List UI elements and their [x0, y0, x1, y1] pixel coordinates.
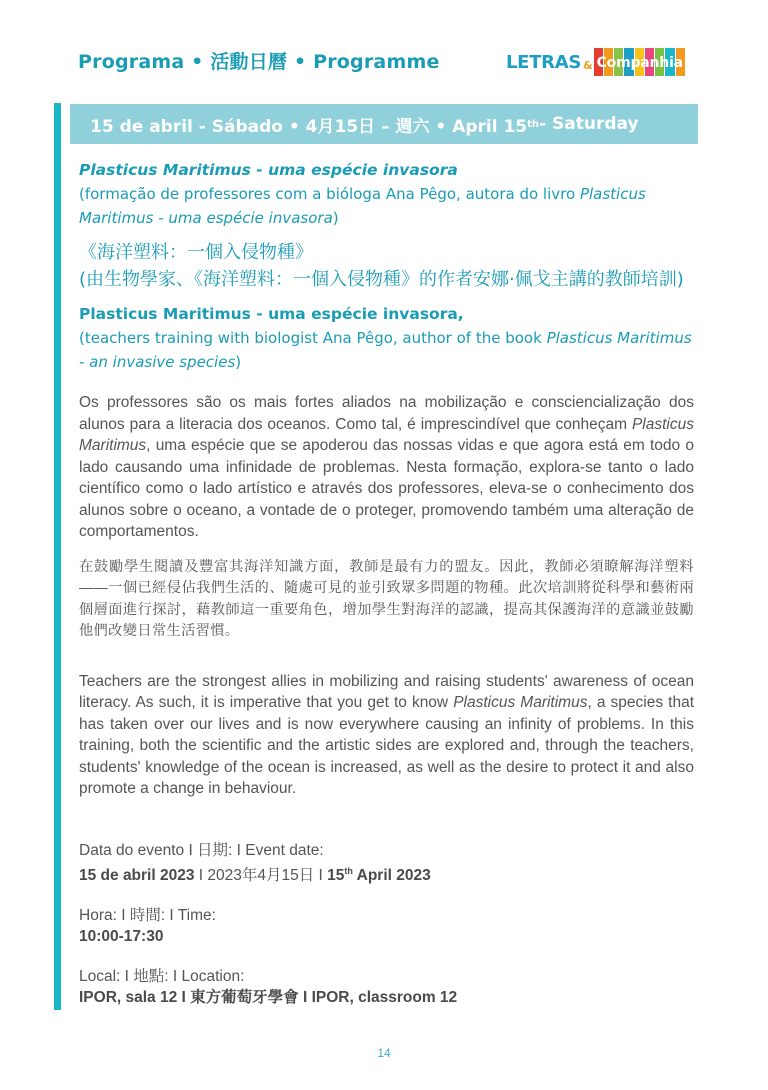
letras-companhia-logo	[506, 44, 686, 74]
en-description-italic: Plasticus Maritimus	[453, 694, 588, 711]
pt-subtitle-text: (formação de professores com a bióloga Ana Pêgo, autora do livro	[79, 185, 580, 203]
en-heading-block	[79, 302, 694, 374]
pt-title: Plasticus Maritimus - uma espécie invasora	[79, 161, 458, 179]
event-location-en: IPOR, classroom 12	[311, 989, 458, 1007]
page-number: 14	[377, 1046, 391, 1060]
en-description	[79, 671, 694, 800]
event-time-value	[79, 926, 694, 948]
pt-description-italic: Plasticus Maritimus	[79, 415, 694, 454]
event-date-value	[79, 861, 694, 887]
en-description-text-end: , a species that has taken over our lives and is now everywhere causing an infinity of problems. In this training, both the scientific and the artistic sides are explored and, through the teachers, students' knowledge of the ocean is increased, as well as the desire to protect it and also promote a change in behaviour.	[79, 694, 694, 797]
event-time-text: 10:00-17:30	[79, 928, 164, 946]
event-location-value	[79, 987, 694, 1009]
date-banner-sup: th	[527, 118, 540, 130]
event-date-zh: I 2023年4月15日 I	[194, 867, 328, 885]
en-subtitle	[79, 326, 694, 374]
pt-description	[79, 392, 694, 543]
en-subtitle-book: Plasticus Maritimus - an invasive species	[79, 329, 692, 371]
event-location-label: Local: I 地點: I Location:	[79, 967, 245, 985]
pt-heading-block	[79, 158, 694, 230]
zh-title: 《海洋塑料：一個入侵物種》	[79, 242, 313, 263]
event-location-zh: I 東方葡萄牙學會 I	[177, 989, 312, 1007]
en-subtitle-end: )	[235, 353, 242, 371]
en-description-text: Teachers are the strongest allies in mobilizing and raising students' awareness of ocean literacy. As such, it is imperative that you get to know	[79, 672, 694, 711]
pt-subtitle	[79, 182, 694, 230]
event-date-en-sup: th	[344, 866, 353, 876]
zh-description: 在鼓勵學生閱讀及豐富其海洋知識方面，教師是最有力的盟友。因此，教師必須瞭解海洋塑料——一個已經侵佔我們生活的、隨處可見的並引致眾多問題的物種。此次培訓將從科學和藝術兩個層面進行探討，藉教師這一重要角色，增加學生對海洋的認識，提高其保護海洋的意識並鼓勵他們改變日常生活習慣。	[79, 558, 694, 639]
date-banner-text-end: - Saturday	[539, 114, 639, 134]
event-date-en-day: 15	[327, 867, 345, 885]
date-banner-text: 15 de abril - Sábado • 4月15日 – 週六 • April 15	[90, 116, 528, 137]
logo-letras: LETRAS	[506, 52, 581, 73]
date-banner	[70, 104, 698, 144]
event-time-label: Hora: I 時間: I Time:	[79, 906, 216, 924]
logo-companhia-text: Companhia	[596, 55, 683, 71]
event-date-block	[79, 840, 694, 887]
zh-heading-block	[79, 239, 694, 293]
event-date-en	[327, 867, 431, 884]
event-time-block	[79, 905, 694, 948]
event-date-pt: 15 de abril 2023	[79, 867, 195, 885]
event-date-label: Data do evento I 日期: I Event date:	[79, 841, 324, 859]
en-subtitle-text: (teachers training with biologist Ana Pêgo, author of the book	[79, 329, 547, 347]
event-content	[79, 158, 694, 1009]
event-location-block	[79, 966, 694, 1009]
page-header-title: Programa • 活動日曆 • Programme	[78, 51, 440, 73]
pt-description-text: Os professores são os mais fortes aliados na mobilização e consciencialização dos alunos para a literacia dos oceanos. Como tal, é imprescindível que conheçam	[79, 394, 694, 433]
pt-subtitle-book: Plasticus Maritimus - uma espécie invasora	[79, 185, 646, 227]
en-title: Plasticus Maritimus - uma espécie invasora,	[79, 305, 464, 323]
event-date-en-rest: April 2023	[352, 867, 431, 885]
logo-ampersand: &	[583, 59, 593, 72]
event-location-pt: IPOR, sala 12	[79, 989, 178, 1007]
logo-companhia	[594, 54, 686, 74]
pt-subtitle-end: )	[332, 209, 339, 227]
zh-subtitle: (由生物學家、《海洋塑料：一個入侵物種》的作者安娜·佩戈主講的教師培訓)	[79, 269, 684, 290]
pt-description-text-end: , uma espécie que se apoderou das nossas vidas e que agora está em todo o lado causando uma infinidade de problemas. Nesta formação, explora-se tanto o lado científico como o lado artístico e através dos professores, eleva-se o conhecimento dos alunos sobre o oceano, a vontade de o proteger, promovendo também uma alteração de comportamentos.	[79, 437, 694, 540]
left-accent-bar	[54, 103, 61, 1010]
